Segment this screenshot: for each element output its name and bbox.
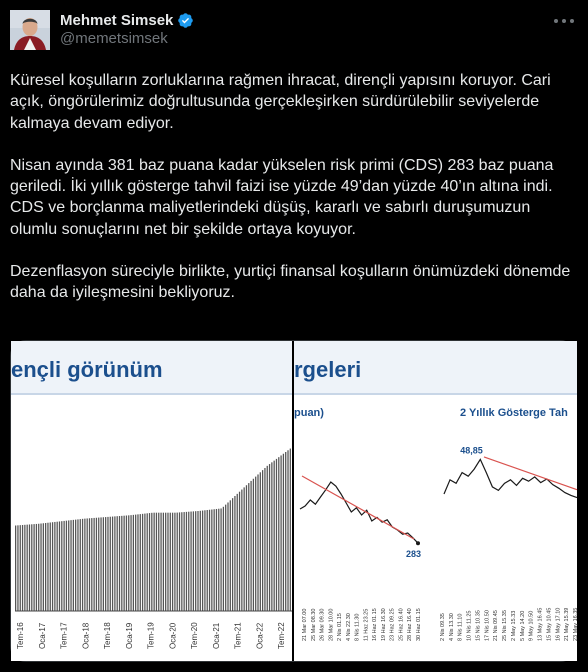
bar: [22, 525, 23, 611]
bar: [218, 509, 219, 611]
bar: [280, 455, 281, 611]
bar: [20, 525, 21, 611]
bar: [70, 520, 71, 611]
cds-tick-label: 11 Haz 23.25: [363, 608, 370, 641]
cds-trend-line: [302, 476, 414, 539]
bond-tick-label: 15 May 10.45: [546, 607, 553, 641]
bar: [197, 511, 198, 611]
bar: [33, 524, 34, 611]
bar: [89, 518, 90, 611]
bar: [250, 481, 251, 611]
cds-tick-label: 25 Haz 16.40: [398, 608, 405, 641]
tweet-paragraph-1: Küresel koşulların zorluklarına rağmen ihracat, dirençli yapısını koruyor. Cari açık, öngörülerimiz doğrultusunda gerçekleşirken sürdürülebilir seviyelerde kalmaya devam ediyor.: [10, 72, 556, 132]
bond-tick-label: 2 Nis 09.35: [440, 613, 446, 641]
bond-tick-label: 4 Nis 13.30: [448, 613, 455, 641]
bar: [29, 524, 30, 611]
cds-tick-label: 8 Nis 11.30: [354, 613, 361, 641]
bar: [172, 513, 173, 611]
tick-label: Oca-20: [168, 622, 178, 649]
bar: [248, 483, 249, 611]
cds-tick-label: 21 Mar 07.00: [302, 608, 308, 641]
cds-tick-label: 30 Haz 01.15: [416, 608, 422, 641]
bar: [225, 505, 226, 611]
bar: [47, 523, 48, 611]
bar: [241, 490, 242, 611]
bar: [220, 508, 221, 611]
bar: [82, 519, 83, 611]
cds-line: [300, 482, 418, 543]
bar: [61, 521, 62, 611]
bar: [40, 524, 41, 611]
bar: [24, 525, 25, 611]
bond-tick-label: 8 Nis 11.10: [457, 613, 464, 641]
bar: [91, 518, 92, 611]
avatar-portrait: [10, 10, 50, 50]
bar: [144, 514, 145, 611]
bar: [216, 509, 217, 611]
tick-label: Tem-18: [103, 622, 112, 649]
tick-label: Tem-17: [59, 622, 69, 649]
bar: [135, 515, 136, 611]
bar: [267, 466, 268, 611]
bar: [77, 519, 78, 611]
bar: [68, 520, 69, 611]
tweet-paragraph-2: Nisan ayında 381 baz puana kadar yükselen risk primi (CDS) 283 baz puana geriledi. İki yıllık gösterge tahvil faizi ise yüzde 49’dan yüzde 40’ın altına indi. CDS ve borçlanma maliyetlerindeki düşüş, kararlı ve sabırlı duruşumuzun olumlu sonuçlarını net bir şekilde ortaya koyuyor.: [10, 156, 558, 238]
bar: [188, 512, 189, 611]
bond-line: [444, 459, 577, 497]
bar: [230, 500, 231, 611]
cds-annotation: 283: [406, 549, 422, 560]
bar: [17, 525, 18, 611]
bar: [130, 515, 131, 611]
bar: [27, 525, 28, 611]
bar: [283, 454, 284, 611]
bar: [119, 516, 120, 611]
author-name-row[interactable]: [60, 10, 194, 30]
bar: [223, 507, 224, 611]
tick-label: Oca-22: [255, 622, 265, 649]
tick-label: Oca-17: [37, 622, 47, 649]
bond-tick-label: 25 Nis 15.35: [502, 610, 509, 641]
bond-tick-label: 13 May 16.45: [537, 607, 544, 641]
bar: [110, 517, 111, 611]
media-image-left[interactable]: [11, 341, 292, 661]
bar: [38, 524, 39, 611]
left-slide-title: ençli görünüm: [11, 357, 163, 382]
bar: [234, 496, 235, 611]
bond-tick-label: 9 May 10.50: [528, 610, 535, 641]
bar: [207, 510, 208, 611]
bar: [154, 513, 155, 611]
cds-tick-label: 25 Mar 08.30: [310, 608, 317, 641]
bar: [114, 516, 115, 611]
bar: [98, 518, 99, 611]
bond-tick-label: 15 Nis 10.35: [475, 610, 482, 641]
left-slide-rule: [11, 393, 292, 395]
bar: [274, 461, 275, 611]
tick-label: Tem-22: [277, 622, 286, 649]
bond-annotation: 48,85: [460, 445, 483, 456]
bar: [137, 514, 138, 611]
tweet-media[interactable]: [10, 340, 579, 662]
bar: [200, 511, 201, 611]
tick-label: Oca-21: [211, 622, 221, 649]
bar: [160, 513, 161, 611]
bar: [232, 498, 233, 611]
bar: [147, 513, 148, 611]
bar: [255, 477, 256, 611]
bar: [87, 518, 88, 611]
bar: [121, 516, 122, 611]
bar: [260, 472, 261, 611]
bar: [117, 516, 118, 611]
bar: [269, 464, 270, 611]
bar: [31, 524, 32, 611]
bar: [128, 515, 129, 611]
tick-label: Tem-21: [233, 622, 243, 649]
tick-label: Tem-16: [16, 622, 25, 649]
bar: [278, 457, 279, 611]
bar: [43, 523, 44, 611]
bond-tick-label: 23 May 16.35: [573, 607, 579, 641]
bar: [211, 509, 212, 611]
bar: [103, 517, 104, 611]
bar: [93, 518, 94, 611]
bar: [264, 468, 265, 611]
bar: [133, 515, 134, 611]
tick-label: Oca-19: [124, 622, 134, 649]
bar: [253, 479, 254, 611]
bar: [202, 511, 203, 611]
bar: [158, 513, 159, 611]
bond-tick-label: 16 May 17.10: [555, 607, 562, 641]
bar: [73, 520, 74, 611]
cds-last-point: [416, 541, 420, 545]
bar: [262, 470, 263, 611]
bar: [163, 513, 164, 611]
cds-tick-label: 26 Mar 09.30: [319, 608, 326, 641]
bar: [237, 494, 238, 611]
bar: [123, 516, 124, 611]
bar: [285, 452, 286, 611]
bar: [50, 522, 51, 611]
bar: [96, 518, 97, 611]
right-slide-title: rgeleri: [294, 357, 362, 382]
media-image-right[interactable]: [294, 341, 577, 661]
bar: [244, 487, 245, 611]
bar: [57, 522, 58, 611]
bar: [214, 509, 215, 611]
bond-tick-label: 17 Nis 10.50: [484, 610, 491, 641]
bar: [52, 522, 53, 611]
tweet-paragraph-3: Dezenflasyon süreciyle birlikte, yurtiçi finansal koşulların önümüzdeki dönemde daha da iyileşmesini bekliyoruz.: [10, 263, 575, 302]
bar: [156, 513, 157, 611]
bar: [107, 517, 108, 611]
bar: [142, 514, 143, 611]
bar: [239, 492, 240, 611]
cds-chart-subtitle: puan): [294, 407, 324, 419]
bar: [75, 520, 76, 611]
cds-tick-label: 2 Nis 01.15: [337, 613, 344, 641]
bar: [177, 513, 178, 611]
more-options-icon[interactable]: [554, 14, 574, 28]
bar: [193, 511, 194, 611]
bar: [84, 519, 85, 611]
bar: [227, 502, 228, 611]
cds-tick-label: 23 Haz 09.25: [389, 608, 396, 641]
bar: [287, 450, 288, 611]
bond-chart-subtitle: 2 Yıllık Gösterge Tah: [460, 407, 568, 419]
bond-tick-label: 2 May 15.33: [510, 610, 517, 641]
cds-tick-label: 19 Haz 16.30: [380, 608, 387, 641]
bar: [54, 522, 55, 611]
bar: [184, 512, 185, 611]
bar: [179, 512, 180, 611]
tick-label: Oca-18: [81, 622, 91, 649]
bar: [105, 517, 106, 611]
author-handle[interactable]: @memetsimsek: [60, 30, 168, 47]
bar: [290, 449, 291, 611]
right-slide-rule: [294, 393, 577, 395]
bar: [271, 462, 272, 611]
bar: [181, 512, 182, 611]
bond-tick-label: 21 Nis 09.45: [493, 610, 500, 641]
bond-tick-label: 5 May 14.20: [519, 610, 526, 641]
verified-badge-icon: [177, 12, 194, 29]
bar: [190, 512, 191, 611]
bar: [170, 513, 171, 611]
bar: [36, 524, 37, 611]
bar: [100, 517, 101, 611]
bar: [186, 512, 187, 611]
bar: [80, 519, 81, 611]
bar: [174, 513, 175, 611]
tweet-text: [10, 70, 580, 325]
bond-tick-label: 21 May 15.39: [564, 607, 571, 641]
author-display-name[interactable]: Mehmet Simsek: [60, 11, 174, 29]
tick-label: Tem-20: [190, 622, 199, 649]
bar: [140, 514, 141, 611]
cds-tick-label: 16 Haz 01.15: [372, 608, 379, 641]
cds-tick-label: 28 Haz 16.40: [407, 608, 414, 641]
bar: [66, 521, 67, 611]
cds-tick-label: 28 Mar 10.00: [328, 608, 335, 641]
bar: [63, 521, 64, 611]
bar: [195, 511, 196, 611]
bond-trend-line: [484, 457, 577, 490]
bond-tick-label: 10 Nis 11.25: [466, 610, 473, 641]
bar: [126, 516, 127, 611]
bar: [165, 513, 166, 611]
avatar[interactable]: [10, 10, 50, 50]
bar: [151, 513, 152, 611]
bar: [15, 526, 16, 612]
bar: [246, 485, 247, 611]
bar: [59, 521, 60, 611]
bar: [257, 474, 258, 611]
bar: [204, 510, 205, 611]
cds-tick-label: 4 Nis 22.30: [345, 613, 352, 641]
tick-label: Tem-19: [146, 622, 156, 649]
bar: [45, 523, 46, 611]
bar: [167, 513, 168, 611]
bar: [209, 510, 210, 611]
bar: [276, 459, 277, 611]
bar: [149, 513, 150, 611]
bar: [112, 517, 113, 611]
